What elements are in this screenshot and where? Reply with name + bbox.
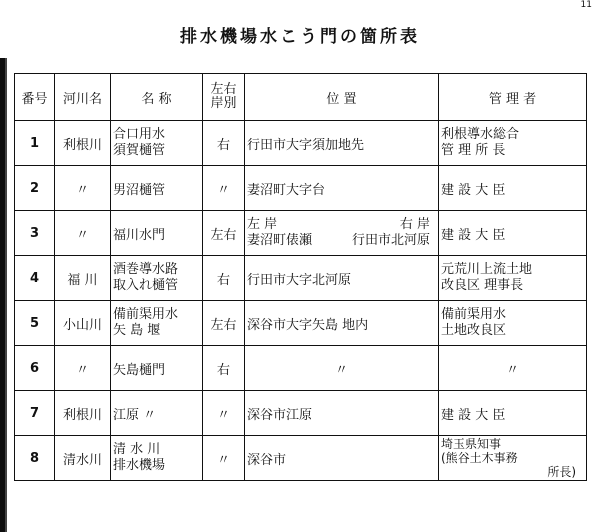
manager-line: (熊谷土木事務 <box>441 451 518 465</box>
manager-line: 建 設 大 臣 <box>441 182 506 198</box>
manager <box>439 211 587 256</box>
location <box>245 166 439 211</box>
table-row <box>15 436 587 481</box>
facility-name-line: 酒巻導水路 <box>113 262 179 277</box>
manager-line: 備前渠用水 <box>441 307 507 322</box>
manager-line: 建 設 大 臣 <box>441 407 506 423</box>
river-name: 利根川 <box>55 121 111 166</box>
manager-line: 改良区 理事長 <box>441 278 524 293</box>
location-right-bank-label: 右 岸 <box>399 217 430 232</box>
header-location: 位 置 <box>245 74 439 121</box>
row-number: 2 <box>15 166 55 211</box>
facility-name <box>111 391 203 436</box>
bank-side: 右 <box>203 121 245 166</box>
manager-line: 所長) <box>547 465 576 479</box>
page-title: 排水機場水こう門の箇所表 <box>180 27 420 47</box>
location <box>245 211 439 256</box>
manager <box>439 121 587 166</box>
facility-name-line: 福川水門 <box>113 227 166 243</box>
manager <box>439 436 587 481</box>
table-row <box>15 211 587 256</box>
facility-name-line: 合口用水 <box>113 127 166 142</box>
location-right-bank-place: 行田市北河原 <box>351 233 430 248</box>
facility-name-line: 備前渠用水 <box>113 307 179 322</box>
location <box>245 301 439 346</box>
river-name: 利根川 <box>55 391 111 436</box>
table-row <box>15 301 587 346</box>
facility-name-line: 須賀樋管 <box>113 143 166 158</box>
facility-name-line: 江原 〃 <box>113 407 157 423</box>
location <box>245 256 439 301</box>
manager-line: 土地改良区 <box>441 323 507 338</box>
location-line: 深谷市江原 <box>247 407 313 423</box>
facility-name <box>111 346 203 391</box>
facility-name <box>111 301 203 346</box>
table-row <box>15 166 587 211</box>
header-bank-line1: 左右 <box>210 82 237 97</box>
location-line: 行田市大字須加地先 <box>247 137 365 153</box>
location <box>245 121 439 166</box>
facility-name <box>111 436 203 481</box>
manager-line: 〃 <box>505 362 519 378</box>
table-header-row <box>15 74 587 121</box>
bank-side: 左右 <box>203 301 245 346</box>
river-name: 福 川 <box>55 256 111 301</box>
sluice-gate-table <box>14 73 587 481</box>
manager-line: 埼玉県知事 <box>441 437 502 451</box>
facility-name <box>111 121 203 166</box>
location <box>245 391 439 436</box>
row-number: 6 <box>15 346 55 391</box>
bank-side: 右 <box>203 256 245 301</box>
manager-line: 建 設 大 臣 <box>441 227 506 243</box>
location-bank-labels <box>247 217 436 233</box>
location-line: 妻沼町大字台 <box>247 182 326 198</box>
facility-name <box>111 256 203 301</box>
manager <box>439 256 587 301</box>
manager-line: 利根導水総合 <box>441 127 520 142</box>
river-name: 清水川 <box>55 436 111 481</box>
table-row <box>15 256 587 301</box>
location <box>245 436 439 481</box>
bank-side: 右 <box>203 346 245 391</box>
location <box>245 346 439 391</box>
header-manager: 管 理 者 <box>439 74 587 121</box>
bank-side: 左右 <box>203 211 245 256</box>
table-row <box>15 346 587 391</box>
river-name: 〃 <box>55 166 111 211</box>
facility-name-line: 排水機場 <box>113 458 166 473</box>
bank-side: 〃 <box>203 391 245 436</box>
row-number: 4 <box>15 256 55 301</box>
location-bank-places <box>247 233 436 249</box>
row-number: 8 <box>15 436 55 481</box>
row-number: 7 <box>15 391 55 436</box>
table-row <box>15 391 587 436</box>
facility-name <box>111 211 203 256</box>
manager-line: 管 理 所 長 <box>441 143 506 158</box>
facility-name-line: 取入れ樋管 <box>113 278 179 293</box>
river-name: 〃 <box>55 346 111 391</box>
facility-name-line: 男沼樋管 <box>113 182 166 198</box>
manager-line: 元荒川上流土地 <box>441 262 533 277</box>
manager <box>439 346 587 391</box>
facility-name-line: 清 水 川 <box>113 442 161 457</box>
header-bank-line2: 岸別 <box>210 96 237 111</box>
bank-side: 〃 <box>203 436 245 481</box>
table-row <box>15 121 587 166</box>
location-line: 〃 <box>334 362 348 378</box>
location-line: 深谷市大字矢島 地内 <box>247 317 369 333</box>
facility-name <box>111 166 203 211</box>
header-bank <box>203 74 245 121</box>
header-river: 河川名 <box>55 74 111 121</box>
location-left-bank-label: 左 岸 <box>247 217 278 232</box>
location-left-bank-place: 妻沼町俵瀬 <box>247 233 313 248</box>
scan-binding-edge <box>0 58 12 532</box>
header-name: 名 称 <box>111 74 203 121</box>
location-line: 行田市大字北河原 <box>247 272 352 288</box>
river-name: 小山川 <box>55 301 111 346</box>
manager <box>439 166 587 211</box>
row-number: 3 <box>15 211 55 256</box>
row-number: 1 <box>15 121 55 166</box>
row-number: 5 <box>15 301 55 346</box>
header-number: 番号 <box>15 74 55 121</box>
river-name: 〃 <box>55 211 111 256</box>
bank-side: 〃 <box>203 166 245 211</box>
manager <box>439 301 587 346</box>
location-line: 深谷市 <box>247 452 287 468</box>
page-number: 11 <box>580 0 592 10</box>
facility-name-line: 矢 島 堰 <box>113 323 161 338</box>
manager <box>439 391 587 436</box>
facility-name-line: 矢島樋門 <box>113 362 166 378</box>
